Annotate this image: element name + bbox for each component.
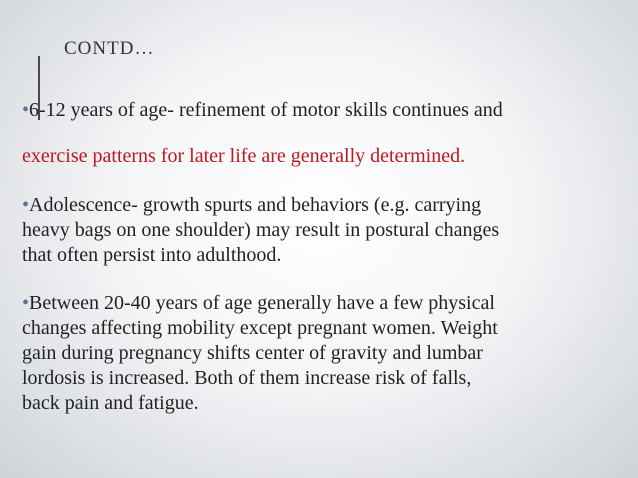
bullet-1-continuation xyxy=(22,144,622,169)
bullet-2-line-2: heavy bags on one shoulder) may result in postural changes xyxy=(22,219,500,241)
bullet-3-line-3: gain during pregnancy shifts center of gravity and lumbar xyxy=(22,342,483,364)
bullet-marker: • xyxy=(22,194,30,216)
bullet-3-line-2: changes affecting mobility except pregnant women. Weight xyxy=(22,317,498,339)
bullet-marker: • xyxy=(22,99,30,121)
bullet-2-line-1: Adolescence- growth spurts and behaviors (e.g. carrying xyxy=(29,194,482,216)
bullet-2-line-3: that often persist into adulthood. xyxy=(22,244,282,266)
bullet-marker: • xyxy=(22,292,30,314)
bullet-item-1 xyxy=(22,98,622,123)
bullet-1-line-1: 6-12 years of age- refinement of motor skills continues and xyxy=(29,99,503,121)
bullet-3-line-4: lordosis is increased. Both of them increase risk of falls, xyxy=(22,367,472,389)
slide-title: CONTD… xyxy=(64,38,155,59)
bullet-3-line-1: Between 20-40 years of age generally have a few physical xyxy=(29,292,495,314)
bullet-item-3 xyxy=(22,291,622,416)
bullet-3-line-5: back pain and fatigue. xyxy=(22,392,199,414)
bullet-item-2 xyxy=(22,193,622,268)
bullet-1-line-2: exercise patterns for later life are generally determined. xyxy=(22,145,466,167)
